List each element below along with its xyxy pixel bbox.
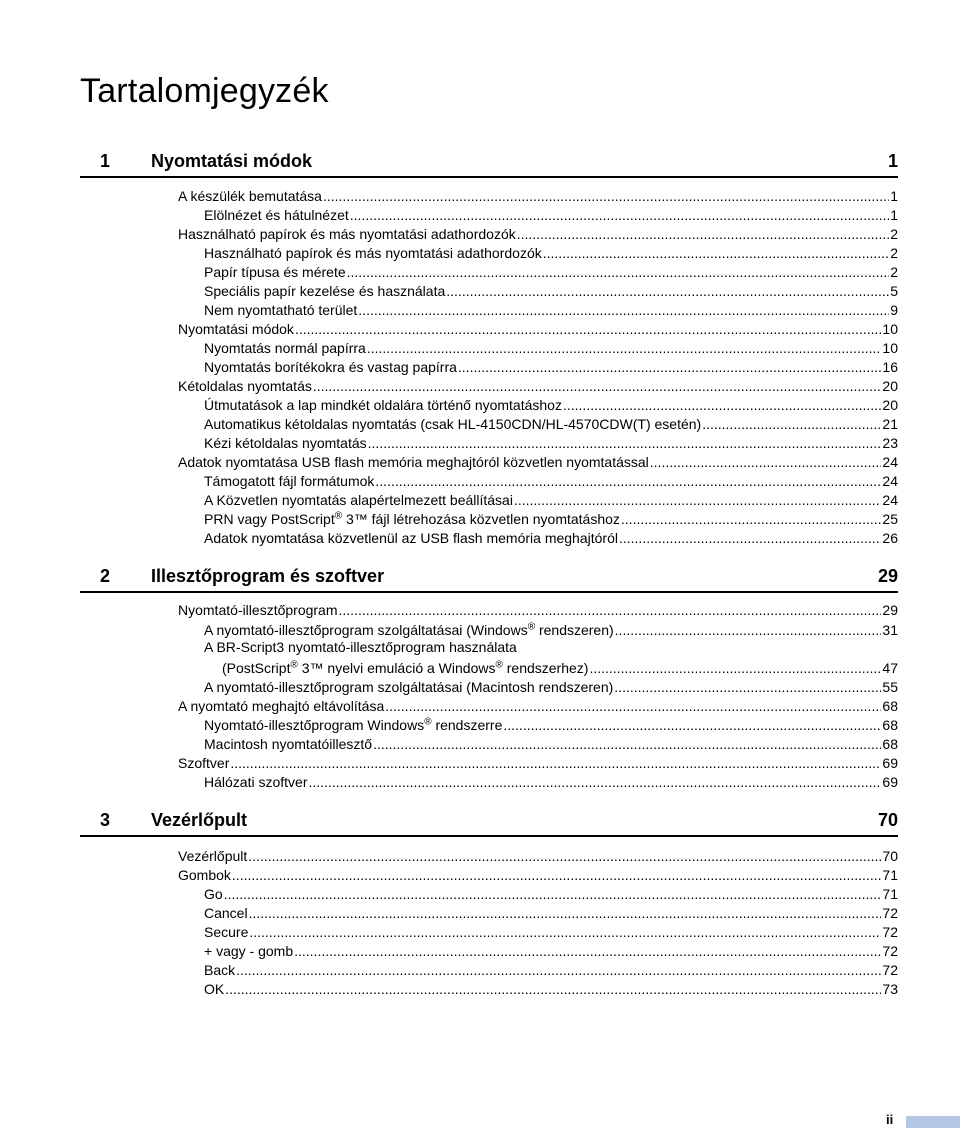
- dot-leader: [446, 283, 889, 300]
- toc-entry-label: Cancel: [204, 905, 248, 921]
- toc-entry-page: 24: [882, 454, 898, 470]
- toc-entry[interactable]: [204, 884, 898, 903]
- dot-leader: [224, 886, 882, 903]
- toc-entry[interactable]: [204, 205, 898, 224]
- toc-entry[interactable]: [204, 979, 898, 998]
- toc-entry[interactable]: [178, 186, 898, 205]
- page-title: Tartalomjegyzék: [80, 72, 329, 110]
- toc-entry-label: Elölnézet és hátulnézet: [204, 207, 349, 223]
- chapter-number: 2: [100, 565, 111, 586]
- toc-entry-label: Nyomtató-illesztőprogram: [178, 602, 338, 618]
- toc-entry-label: (PostScript® 3™ nyelvi emuláció a Windows® rendszerhez): [222, 659, 589, 676]
- dot-leader: [295, 321, 881, 338]
- toc-entry-page: 21: [882, 416, 898, 432]
- toc-entry-label: Adatok nyomtatása USB flash memória meghajtóról közvetlen nyomtatással: [178, 454, 649, 470]
- toc-entry-page: 72: [882, 924, 898, 940]
- toc-entry-label: Go: [204, 886, 223, 902]
- registered-mark: ®: [495, 659, 503, 671]
- toc-entry-page: 24: [882, 473, 898, 489]
- toc-entry-label: Automatikus kétoldalas nyomtatás (csak HL-4150CDN/HL-4570CDW(T) esetén): [204, 416, 702, 432]
- toc-entry[interactable]: [204, 903, 898, 922]
- toc-entry[interactable]: [204, 338, 898, 357]
- toc-entry-page: 68: [882, 736, 898, 752]
- toc-entry-page: 10: [882, 340, 898, 356]
- dot-leader: [514, 492, 881, 509]
- toc-entry-page: 20: [882, 397, 898, 413]
- chapter-page: 70: [877, 809, 898, 830]
- dot-leader: [249, 924, 881, 941]
- dot-leader: [543, 245, 889, 262]
- toc-entry-page: 72: [882, 943, 898, 959]
- chapter-divider: [80, 835, 898, 837]
- dot-leader: [230, 755, 881, 772]
- toc-entry-label: Gombok: [178, 867, 231, 883]
- toc-entry-page: 25: [882, 511, 898, 527]
- toc-entry[interactable]: [178, 865, 898, 884]
- dot-leader: [702, 416, 881, 433]
- toc-entry[interactable]: [204, 734, 898, 753]
- toc-entry-page: 72: [882, 962, 898, 978]
- toc-entry[interactable]: [178, 224, 898, 243]
- toc-entry[interactable]: [178, 846, 898, 865]
- toc-entry-page: 24: [882, 492, 898, 508]
- dot-leader: [650, 454, 882, 471]
- dot-leader: [619, 530, 881, 547]
- dot-leader: [373, 736, 881, 753]
- toc-entry-label: A nyomtató-illesztőprogram szolgáltatásai (Windows® rendszeren): [204, 621, 614, 638]
- chapter-title: Vezérlőpult: [151, 809, 248, 830]
- toc-entry[interactable]: [178, 319, 898, 338]
- toc-entry[interactable]: [178, 600, 898, 619]
- dot-leader: [621, 511, 882, 528]
- chapter-title: Nyomtatási módok: [151, 150, 313, 171]
- dot-leader: [313, 378, 882, 395]
- toc-entry-label: Nyomtatás borítékokra és vastag papírra: [204, 359, 457, 375]
- dot-leader: [347, 264, 890, 281]
- toc-entry-page: 2: [890, 226, 898, 242]
- chapter-page: 1: [887, 150, 898, 171]
- toc-entry-label: Secure: [204, 924, 249, 940]
- toc-entry-label: Papír típusa és mérete: [204, 264, 346, 280]
- toc-entry-label: Útmutatások a lap mindkét oldalára történő nyomtatáshoz: [204, 397, 562, 413]
- toc-entry-page: 72: [882, 905, 898, 921]
- toc-entry[interactable]: [204, 414, 898, 433]
- toc-entry[interactable]: [204, 300, 898, 319]
- toc-entry[interactable]: [204, 509, 898, 528]
- toc-entry-heading-line[interactable]: [204, 639, 517, 658]
- toc-entry[interactable]: [204, 715, 898, 734]
- toc-entry-page: 31: [882, 622, 898, 638]
- toc-entry-label: Vezérlőpult: [178, 848, 248, 864]
- toc-entry[interactable]: [204, 960, 898, 979]
- toc-entry-label: Nyomtatás normál papírra: [204, 340, 366, 356]
- dot-leader: [249, 905, 882, 922]
- toc-entry-page: 16: [882, 359, 898, 375]
- toc-entry-label: A nyomtató-illesztőprogram szolgáltatásai (Macintosh rendszeren): [204, 679, 614, 695]
- toc-entry[interactable]: [204, 243, 898, 262]
- dot-leader: [323, 188, 889, 205]
- dot-leader: [615, 622, 882, 639]
- toc-entry-label: A Közvetlen nyomtatás alapértelmezett beállításai: [204, 492, 513, 508]
- toc-entry-label: Speciális papír kezelése és használata: [204, 283, 446, 299]
- dot-leader: [375, 473, 881, 490]
- toc-entry[interactable]: [204, 528, 898, 547]
- toc-entry[interactable]: [204, 677, 898, 696]
- toc-entry-label: Használható papírok és más nyomtatási adathordozók: [204, 245, 542, 261]
- toc-entry-page: 55: [882, 679, 898, 695]
- dot-leader: [563, 397, 881, 414]
- toc-entry-page: 5: [890, 283, 898, 299]
- toc-entry-label: Macintosh nyomtatóillesztő: [204, 736, 373, 752]
- toc-entry-page: 47: [882, 660, 898, 676]
- toc-entry-page: 10: [882, 321, 898, 337]
- toc-entry[interactable]: [204, 922, 898, 941]
- toc-entry-page: 20: [882, 378, 898, 394]
- dot-leader: [458, 359, 882, 376]
- dot-leader: [503, 717, 881, 734]
- toc-entry[interactable]: [204, 262, 898, 281]
- toc-entry[interactable]: [204, 433, 898, 452]
- dot-leader: [225, 981, 881, 998]
- toc-entry[interactable]: [204, 471, 898, 490]
- toc-entry-page: 26: [882, 530, 898, 546]
- toc-entry-label: A nyomtató meghajtó eltávolítása: [178, 698, 385, 714]
- toc-entry-page: 73: [882, 981, 898, 997]
- toc-entry-label: Nyomtató-illesztőprogram Windows® rendszerre: [204, 716, 503, 733]
- toc-entry-label: PRN vagy PostScript® 3™ fájl létrehozása közvetlen nyomtatáshoz: [204, 510, 620, 527]
- toc-entry-page: 68: [882, 698, 898, 714]
- toc-entry-page: 1: [890, 188, 898, 204]
- toc-entry-label: Nem nyomtatható terület: [204, 302, 358, 318]
- toc-entry-page: 69: [882, 774, 898, 790]
- dot-leader: [294, 943, 881, 960]
- dot-leader: [517, 226, 889, 243]
- toc-entry[interactable]: [204, 941, 898, 960]
- chapter-heading[interactable]: [80, 146, 898, 176]
- toc-entry-label: Hálózati szoftver: [204, 774, 308, 790]
- toc-entry-page: 29: [882, 602, 898, 618]
- toc-entry-label: Szoftver: [178, 755, 230, 771]
- chapter-number: 1: [100, 150, 111, 171]
- toc-entry-page: 70: [882, 848, 898, 864]
- toc-entry[interactable]: [204, 772, 898, 791]
- chapter-page: 29: [877, 565, 898, 586]
- toc-entry-page: 23: [882, 435, 898, 451]
- toc-entry-page: 9: [890, 302, 898, 318]
- registered-mark: ®: [290, 659, 298, 671]
- toc-entry-page: 71: [882, 886, 898, 902]
- chapter-divider: [80, 176, 898, 178]
- dot-leader: [339, 602, 882, 619]
- dot-leader: [350, 207, 889, 224]
- toc-entry-page: 2: [890, 264, 898, 280]
- toc-entry[interactable]: [178, 376, 898, 395]
- toc-entry-page: 1: [890, 207, 898, 223]
- chapter-divider: [80, 591, 898, 593]
- toc-entry[interactable]: [204, 620, 898, 639]
- dot-leader: [589, 660, 881, 677]
- dot-leader: [385, 698, 881, 715]
- toc-entry[interactable]: [204, 357, 898, 376]
- toc-entry[interactable]: [204, 395, 898, 414]
- dot-leader: [614, 679, 881, 696]
- toc-entry[interactable]: [178, 696, 898, 715]
- toc-entry-page: 69: [882, 755, 898, 771]
- toc-entry[interactable]: [204, 490, 898, 509]
- chapter-heading[interactable]: [80, 805, 898, 835]
- registered-mark: ®: [334, 510, 343, 522]
- dot-leader: [308, 774, 881, 791]
- chapter-heading[interactable]: [80, 561, 898, 591]
- footer-accent-bar: [906, 1116, 960, 1128]
- toc-entry-label: A készülék bemutatása: [178, 188, 322, 204]
- chapter-title: Illesztőprogram és szoftver: [151, 565, 385, 586]
- dot-leader: [368, 435, 882, 452]
- toc-entry-label: OK: [204, 981, 225, 997]
- toc-entry-label: + vagy - gomb: [204, 943, 294, 959]
- toc-entry-label: Kétoldalas nyomtatás: [178, 378, 312, 394]
- toc-entry-label: Támogatott fájl formátumok: [204, 473, 375, 489]
- page-number: ii: [886, 1112, 894, 1127]
- dot-leader: [248, 848, 881, 865]
- toc-entry[interactable]: [178, 753, 898, 772]
- toc-entry-label: Kézi kétoldalas nyomtatás: [204, 435, 367, 451]
- toc-entry[interactable]: [222, 658, 898, 677]
- toc-entry-label: Back: [204, 962, 236, 978]
- toc-entry-label: Adatok nyomtatása közvetlenül az USB flash memória meghajtóról: [204, 530, 618, 546]
- toc-entry-label: Használható papírok és más nyomtatási adathordozók: [178, 226, 516, 242]
- dot-leader: [232, 867, 882, 884]
- toc-entry-page: 2: [890, 245, 898, 261]
- dot-leader: [358, 302, 889, 319]
- toc-entry-label: A BR-Script3 nyomtató-illesztőprogram használata: [204, 639, 517, 655]
- registered-mark: ®: [424, 716, 432, 728]
- toc-entry-label: Nyomtatási módok: [178, 321, 294, 337]
- dot-leader: [236, 962, 881, 979]
- toc-entry[interactable]: [178, 452, 898, 471]
- registered-mark: ®: [527, 621, 536, 633]
- chapter-number: 3: [100, 809, 111, 830]
- toc-entry-page: 71: [882, 867, 898, 883]
- dot-leader: [367, 340, 882, 357]
- toc-entry[interactable]: [204, 281, 898, 300]
- toc-entry-page: 68: [882, 717, 898, 733]
